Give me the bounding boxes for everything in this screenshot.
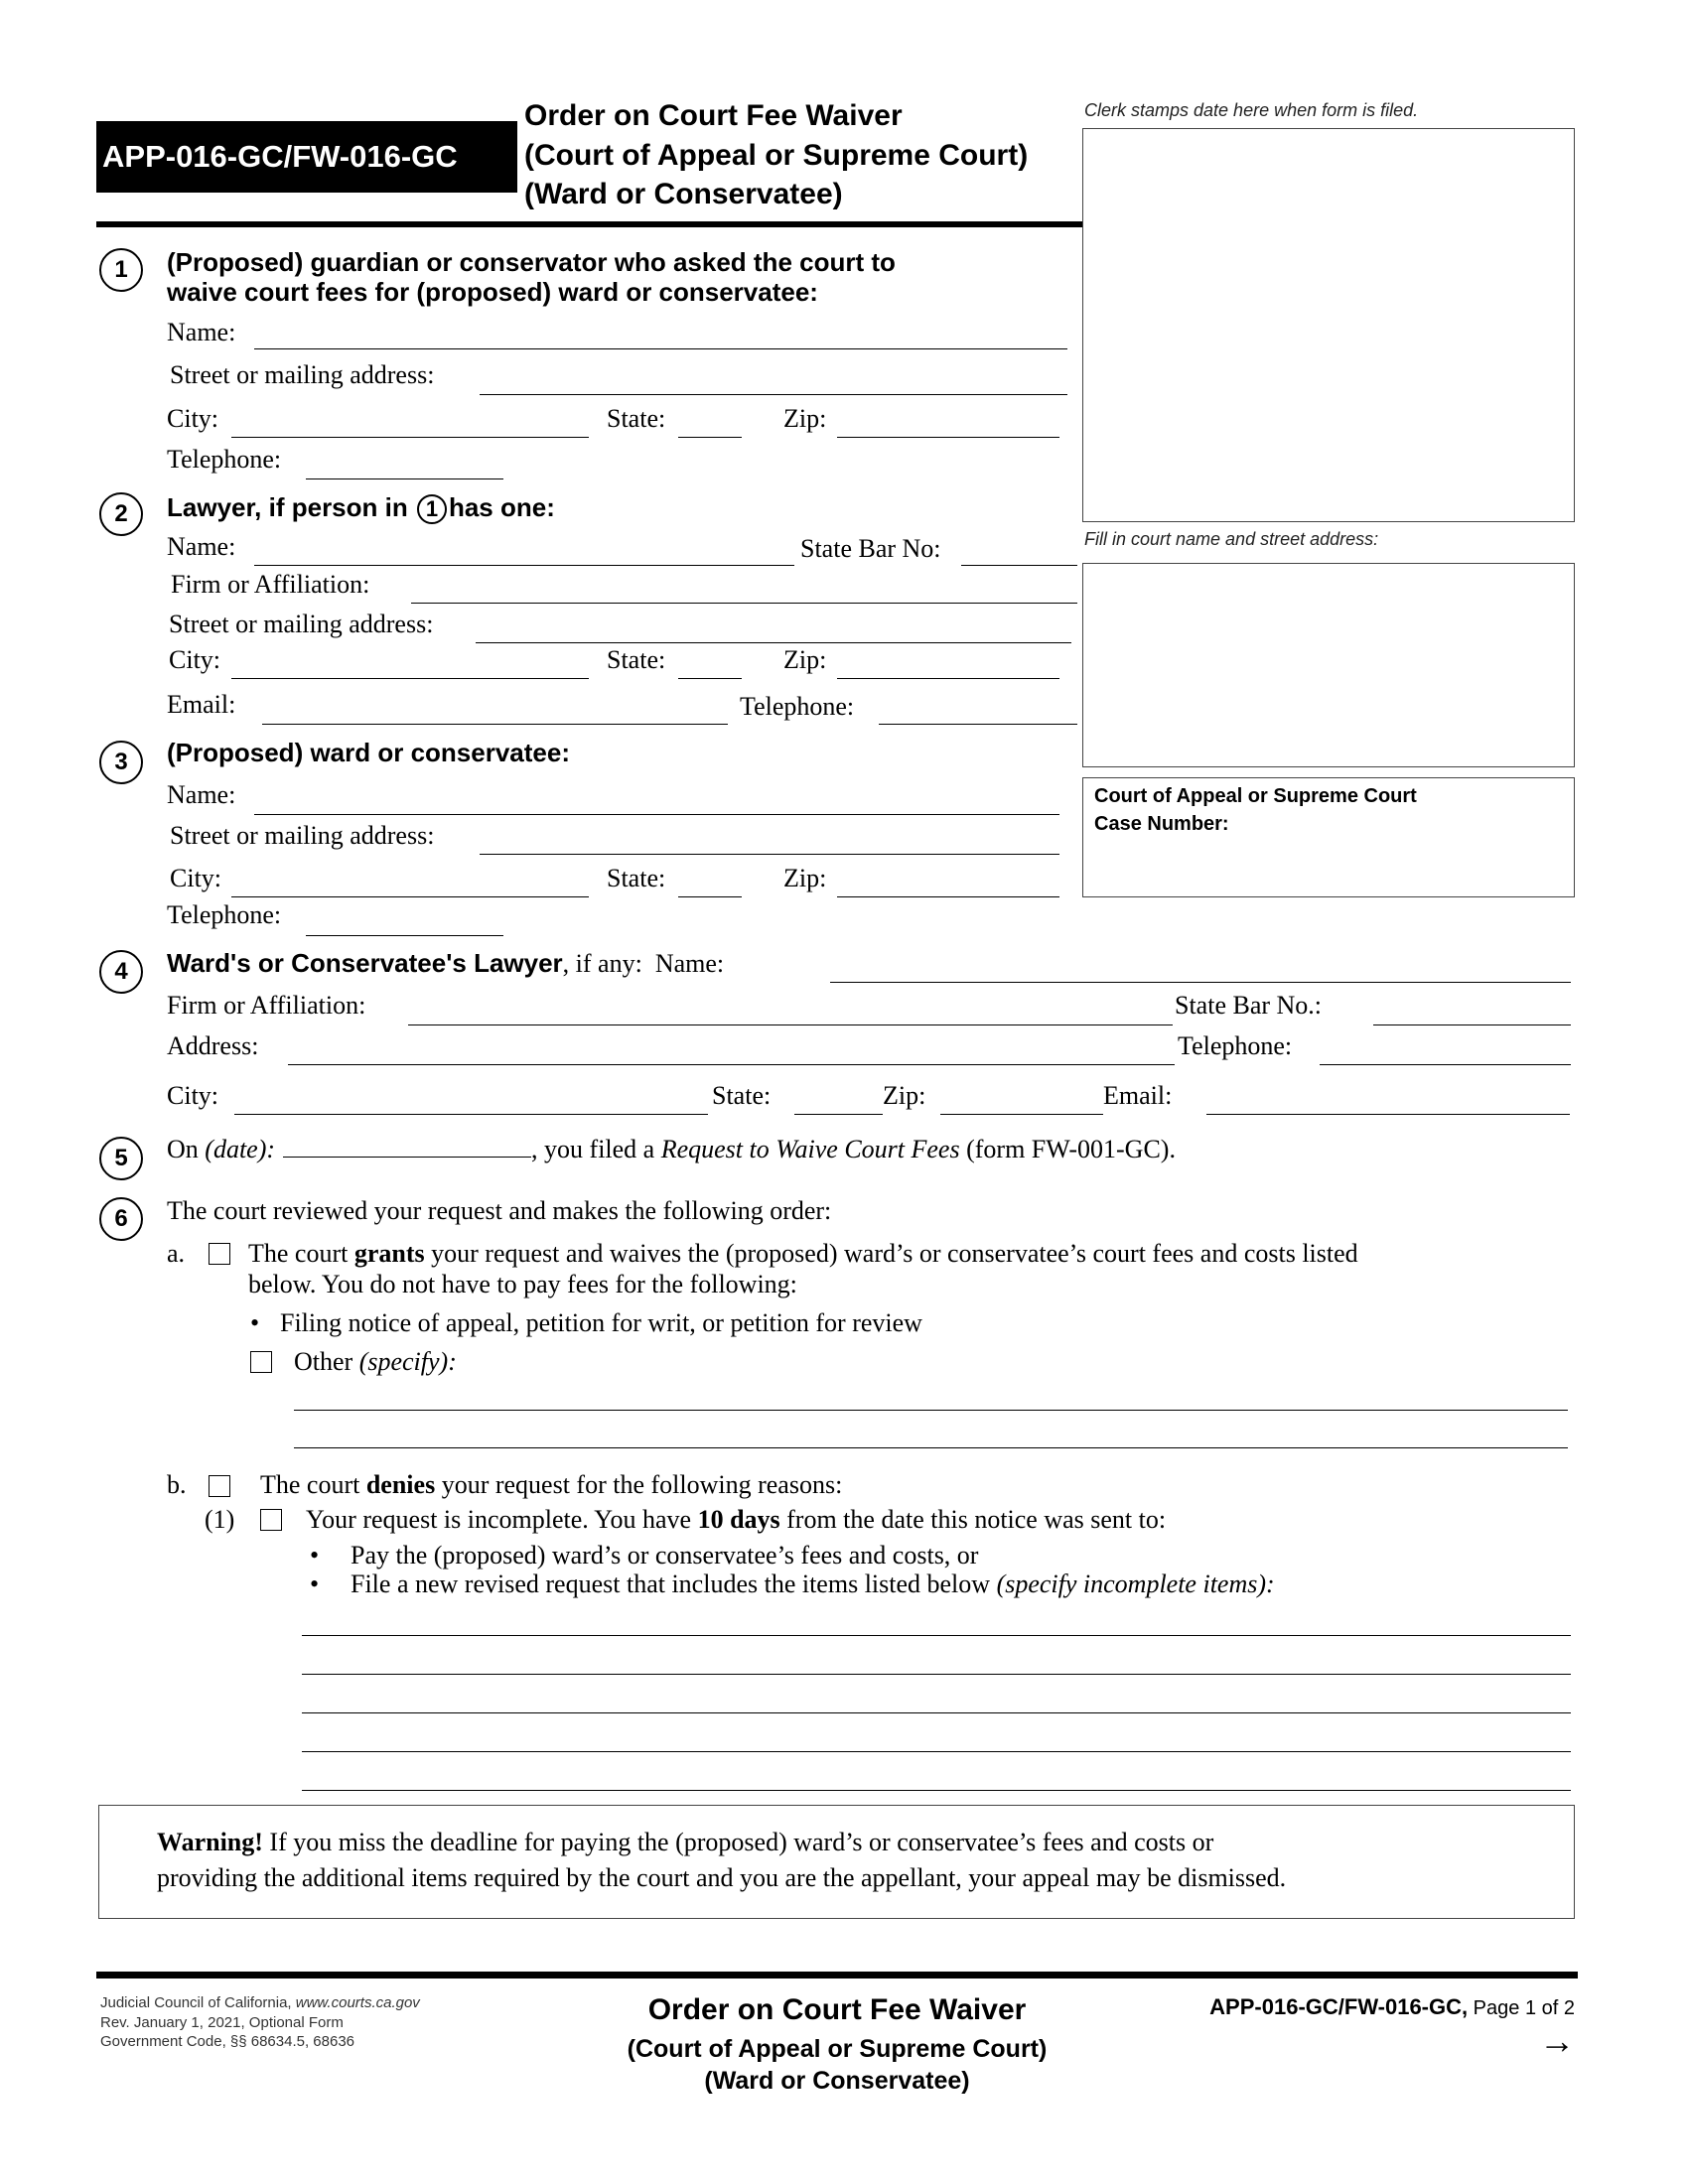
s5-on: On xyxy=(167,1135,206,1163)
s4-heading-bold: Ward's or Conservatee's Lawyer xyxy=(167,948,563,978)
s1-city-label: City: xyxy=(167,404,219,433)
section-5-number: 5 xyxy=(99,1137,143,1180)
s6b-bullet-1-icon: • xyxy=(310,1541,320,1570)
s4-address-field[interactable] xyxy=(288,1064,1175,1065)
s2-city-field[interactable] xyxy=(231,678,589,679)
s4-city-label: City: xyxy=(167,1081,219,1110)
s2-firm-field[interactable] xyxy=(411,603,1077,604)
s6-intro: The court reviewed your request and makes the following order: xyxy=(167,1196,832,1225)
s3-street-field[interactable] xyxy=(480,854,1059,855)
s5-filed: , you filed a xyxy=(531,1135,661,1163)
warning-line-1 xyxy=(157,1828,1213,1857)
s5-form-ref: (form FW-001-GC). xyxy=(959,1135,1176,1163)
s1-state-label: State: xyxy=(607,404,666,433)
s6b-items-line-4[interactable] xyxy=(302,1751,1571,1752)
warning-line-2: providing the additional items required by the court and you are the appellant, your appeal may be dismissed. xyxy=(157,1863,1287,1892)
s6a-grant-checkbox[interactable] xyxy=(209,1243,230,1265)
s6b-text xyxy=(260,1470,842,1500)
s6a-bullet-text: Filing notice of appeal, petition for writ, or petition for review xyxy=(280,1308,922,1337)
section-1-heading-1: (Proposed) guardian or conservator who asked the court to xyxy=(167,247,896,277)
footer-url-link[interactable]: www.courts.ca.gov xyxy=(295,1994,420,2011)
s4-telephone-label: Telephone: xyxy=(1178,1031,1293,1060)
s4-firm-label: Firm or Affiliation: xyxy=(167,991,366,1020)
s1-state-field[interactable] xyxy=(678,437,742,438)
warning-label: Warning! xyxy=(157,1828,263,1856)
s5-form-name: Request to Waive Court Fees xyxy=(660,1135,960,1163)
footer-publisher-name: Judicial Council of California, xyxy=(100,1994,296,2011)
section-1-ref-circle: 1 xyxy=(417,494,447,524)
section-1-number: 1 xyxy=(99,248,143,292)
s4-state-field[interactable] xyxy=(794,1114,883,1115)
case-number-label-1: Court of Appeal or Supreme Court xyxy=(1094,785,1417,807)
s2-heading-post: has one: xyxy=(448,492,555,522)
s2-heading-pre: Lawyer, if person in xyxy=(167,492,408,522)
form-code-badge: APP-016-GC/FW-016-GC xyxy=(96,121,517,193)
s2-state-field[interactable] xyxy=(678,678,742,679)
s4-state-bar-label: State Bar No.: xyxy=(1175,991,1323,1020)
footer-page-number: Page 1 of 2 xyxy=(1468,1997,1575,2019)
s2-zip-label: Zip: xyxy=(783,645,827,674)
form-title-line-2: (Court of Appeal or Supreme Court) xyxy=(524,139,1029,172)
footer-title-1: Order on Court Fee Waiver xyxy=(647,1993,1027,2026)
s6a-other-specify: (specify): xyxy=(358,1347,457,1376)
footer-rule xyxy=(96,1972,1578,1979)
s6a-bullet-icon: • xyxy=(250,1308,260,1337)
section-5-text xyxy=(167,1135,1176,1164)
s3-state-label: State: xyxy=(607,864,666,892)
s4-email-field[interactable] xyxy=(1206,1114,1570,1115)
warning-box xyxy=(98,1805,1575,1919)
s1-zip-field[interactable] xyxy=(837,437,1059,438)
s6b-sub-pre: Your request is incomplete. You have xyxy=(306,1505,698,1534)
s6a-text-bold: grants xyxy=(353,1239,425,1268)
s6b-bullet-2-text: File a new revised request that includes the items listed below xyxy=(351,1570,997,1598)
s3-zip-label: Zip: xyxy=(783,864,827,892)
s1-street-field[interactable] xyxy=(480,394,1067,395)
s4-heading-rest: , if any: Name: xyxy=(562,949,725,978)
s6b-text-post: your request for the following reasons: xyxy=(435,1470,843,1499)
form-title-line-3: (Ward or Conservatee) xyxy=(524,178,843,210)
s6a-text-post: your request and waives the (proposed) ward’s or conservatee’s court fees and costs listed xyxy=(424,1239,1358,1268)
case-number-label-2: Case Number: xyxy=(1094,813,1229,835)
s5-date-field[interactable] xyxy=(283,1135,531,1158)
form-title-line-1: Order on Court Fee Waiver xyxy=(524,99,903,132)
s1-city-field[interactable] xyxy=(231,437,589,438)
s6b-items-line-1[interactable] xyxy=(302,1635,1571,1636)
s6b-items-line-2[interactable] xyxy=(302,1674,1571,1675)
s2-state-bar-field[interactable] xyxy=(961,565,1077,566)
footer-title-3: (Ward or Conservatee) xyxy=(704,2067,970,2095)
section-3-number: 3 xyxy=(99,741,143,784)
s2-firm-label: Firm or Affiliation: xyxy=(171,570,370,599)
s3-telephone-field[interactable] xyxy=(306,935,503,936)
s1-street-label: Street or mailing address: xyxy=(170,360,435,389)
section-2-number: 2 xyxy=(99,492,143,536)
s6b-items-line-3[interactable] xyxy=(302,1712,1571,1713)
section-1-heading-2: waive court fees for (proposed) ward or conservatee: xyxy=(167,277,818,307)
s6b-sub-number: (1) xyxy=(205,1505,235,1534)
s2-name-label: Name: xyxy=(167,532,236,561)
s6b-sub-text xyxy=(306,1505,1166,1535)
s3-name-field[interactable] xyxy=(254,814,1059,815)
s5-date-label: (date): xyxy=(205,1135,276,1163)
s6b-bullet-1: Pay the (proposed) ward’s or conservatee’s fees and costs, or xyxy=(351,1541,979,1570)
footer-authority: Government Code, §§ 68634.5, 68636 xyxy=(100,2033,355,2050)
s3-city-field[interactable] xyxy=(231,896,589,897)
s4-state-bar-field[interactable] xyxy=(1373,1024,1571,1025)
s4-email-label: Email: xyxy=(1103,1081,1173,1110)
s3-state-field[interactable] xyxy=(678,896,742,897)
court-name-box[interactable] xyxy=(1082,563,1575,767)
s2-state-bar-label: State Bar No: xyxy=(800,534,941,563)
s1-zip-label: Zip: xyxy=(783,404,827,433)
s2-email-field[interactable] xyxy=(262,724,728,725)
next-page-arrow-icon[interactable]: → xyxy=(1539,2020,1575,2061)
s3-telephone-label: Telephone: xyxy=(167,900,282,929)
s6b-letter: b. xyxy=(167,1470,187,1499)
s6b-incomplete-checkbox[interactable] xyxy=(260,1509,282,1531)
s2-city-label: City: xyxy=(169,645,221,674)
s2-zip-field[interactable] xyxy=(837,678,1059,679)
s1-name-field[interactable] xyxy=(254,348,1067,349)
s4-address-label: Address: xyxy=(167,1031,259,1060)
s4-name-field[interactable] xyxy=(830,982,1571,983)
s3-city-label: City: xyxy=(170,864,222,892)
s6b-bullet-2 xyxy=(351,1570,1275,1599)
s6b-text-pre: The court xyxy=(260,1470,366,1499)
s4-telephone-field[interactable] xyxy=(1320,1064,1571,1065)
s6a-other-line-2[interactable] xyxy=(294,1447,1568,1448)
s6a-other-label: Other xyxy=(294,1347,359,1376)
s2-email-label: Email: xyxy=(167,690,236,719)
footer-title-2: (Court of Appeal or Supreme Court) xyxy=(627,2035,1048,2063)
section-6-number: 6 xyxy=(99,1197,143,1241)
section-3-heading: (Proposed) ward or conservatee: xyxy=(167,738,570,767)
s2-street-field[interactable] xyxy=(476,642,1071,643)
s4-firm-field[interactable] xyxy=(408,1024,1173,1025)
s4-zip-label: Zip: xyxy=(883,1081,926,1110)
section-2-heading xyxy=(167,492,555,524)
s2-telephone-field[interactable] xyxy=(879,724,1077,725)
s6a-other-checkbox[interactable] xyxy=(250,1351,272,1373)
s4-zip-field[interactable] xyxy=(940,1114,1103,1115)
s3-name-label: Name: xyxy=(167,780,236,809)
s6b-sub-bold: 10 days xyxy=(697,1505,780,1534)
s6a-other xyxy=(294,1347,457,1377)
footer-publisher xyxy=(100,1993,420,2013)
s2-telephone-label: Telephone: xyxy=(740,692,855,721)
s6b-bullet-2-specify: (specify incomplete items): xyxy=(996,1570,1275,1598)
s6a-letter: a. xyxy=(167,1239,186,1268)
s6a-other-line-1[interactable] xyxy=(294,1410,1568,1411)
s2-street-label: Street or mailing address: xyxy=(169,610,434,638)
s6b-deny-checkbox[interactable] xyxy=(209,1475,230,1497)
footer-page-info xyxy=(1209,1993,1575,2022)
s6b-bullet-2-icon: • xyxy=(310,1570,320,1598)
s6a-text-pre: The court xyxy=(248,1239,354,1268)
court-name-label: Fill in court name and street address: xyxy=(1084,529,1379,549)
warning-text-1: If you miss the deadline for paying the (proposed) ward’s or conservatee’s fees and costs or xyxy=(262,1828,1214,1856)
clerk-stamp-label: Clerk stamps date here when form is filed. xyxy=(1084,100,1419,120)
s1-telephone-label: Telephone: xyxy=(167,445,282,474)
s6a-text-line2: below. You do not have to pay fees for the following: xyxy=(248,1270,797,1298)
clerk-stamp-box xyxy=(1082,128,1575,522)
s4-state-label: State: xyxy=(712,1081,772,1110)
s2-state-label: State: xyxy=(607,645,666,674)
s2-name-field[interactable] xyxy=(254,565,794,566)
s1-name-label: Name: xyxy=(167,318,236,346)
s6b-sub-post: from the date this notice was sent to: xyxy=(779,1505,1167,1534)
footer-revision: Rev. January 1, 2021, Optional Form xyxy=(100,2014,344,2031)
s4-city-field[interactable] xyxy=(234,1114,708,1115)
s1-telephone-field[interactable] xyxy=(306,478,503,479)
s6b-items-line-5[interactable] xyxy=(302,1790,1571,1791)
header-rule xyxy=(96,221,1082,227)
s3-zip-field[interactable] xyxy=(837,896,1059,897)
s6a-text xyxy=(248,1239,1358,1269)
s3-street-label: Street or mailing address: xyxy=(170,821,435,850)
footer-form-code: APP-016-GC/FW-016-GC, xyxy=(1209,1994,1469,2019)
section-4-heading xyxy=(167,948,724,979)
s6b-text-bold: denies xyxy=(365,1470,436,1499)
section-4-number: 4 xyxy=(99,950,143,994)
